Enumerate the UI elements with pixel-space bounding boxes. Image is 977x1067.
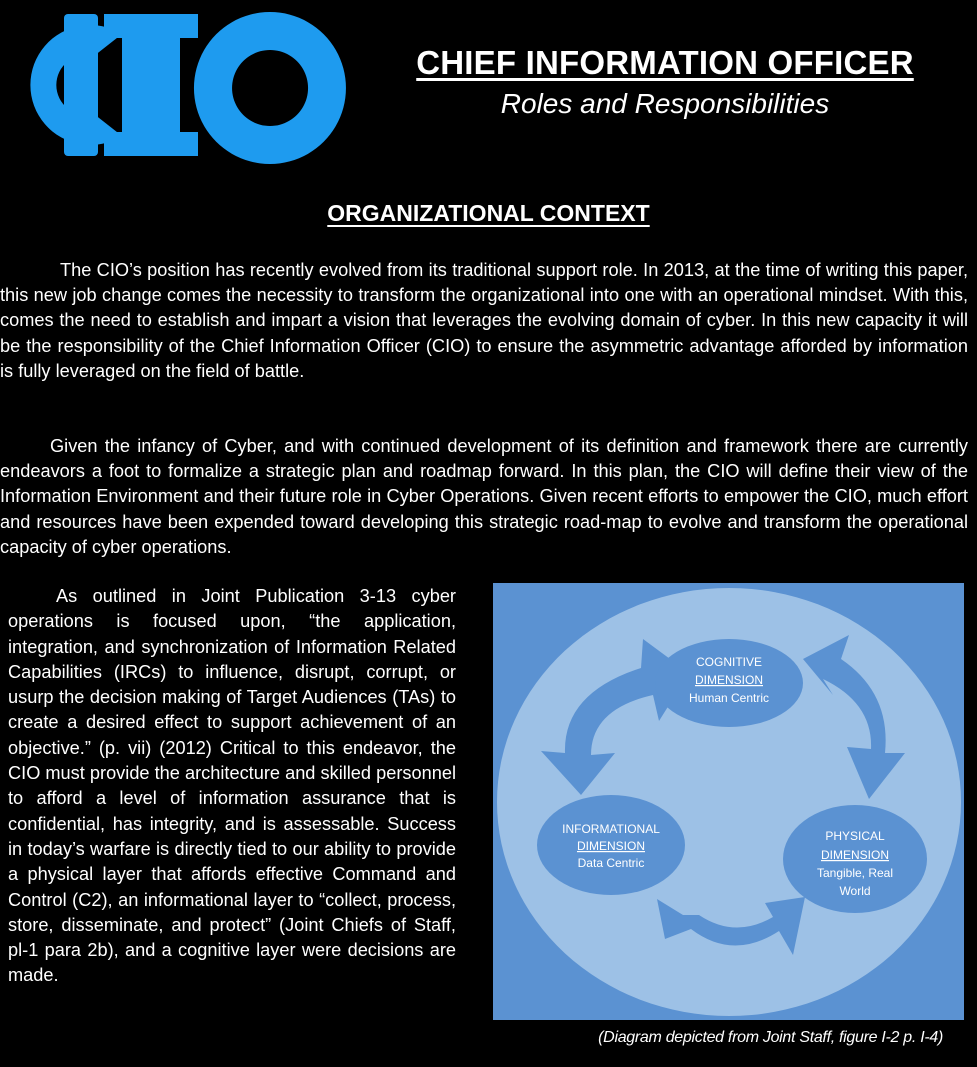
logo-letter-c-stem xyxy=(64,14,98,156)
cognitive-description: Human Centric xyxy=(688,691,770,705)
dimensions-diagram xyxy=(493,583,964,1020)
logo-letter-o xyxy=(194,12,346,164)
informational-label: INFORMATIONAL xyxy=(562,822,660,836)
page-title: CHIEF INFORMATION OFFICER xyxy=(416,44,914,81)
cio-logo xyxy=(2,6,348,164)
informational-description: Data Centric xyxy=(577,856,645,870)
cognitive-label: COGNITIVE xyxy=(695,655,763,669)
diagram-caption: (Diagram depicted from Joint Staff, figure I-2 p. I-4) xyxy=(598,1029,943,1046)
cognitive-dimension-label: DIMENSION xyxy=(694,673,764,687)
section-heading: ORGANIZATIONAL CONTEXT xyxy=(327,200,650,226)
physical-label: PHYSICAL xyxy=(825,829,885,843)
paragraph-joint-publication: As outlined in Joint Publication 3-13 cyber operations is focused upon, “the application, integration, and synchronization of Information Related Capabilities (IRCs) to influence, disrupt, corrupt, or usurp the decision making of Target Audiences (TAs) to create a desired effect to support achievement of an objective.” (p. vii) (2012) Critical to this endeavor, the CIO must provide the architecture and skilled personnel to afford a level of information assurance that is confidential, has integrity, and is assessable. Success in today’s warfare is directly tied to our ability to provide a physical layer that affords effective Command and Control (C2), an informational layer to “collect, process, store, disseminate, and protect” (Joint Chiefs of Staff, pl-1 para 2b), and a cognitive layer were decisions are made. xyxy=(8,586,456,986)
paragraph-strategy: Given the infancy of Cyber, and with continued development of its definition and framework there are currently endeavors a foot to formalize a strategic plan and roadmap forward. In this plan, the CIO will define their view of the Information Environment and their future role in Cyber Operations. Given recent efforts to empower the CIO, much effort and resources have been expended toward developing this strategic road-map to evolve and transform the operational capacity of cyber operations. xyxy=(0,436,968,557)
paragraph-intro: The CIO’s position has recently evolved from its traditional support role. In 2013, at the time of writing this paper, this new job change comes the necessity to transform the organizational into one with an operational mindset. With this, comes the need to establish and impart a vision that leverages the evolving domain of cyber. In this new capacity it will be the responsibility of the Chief Information Officer (CIO) to ensure the asymmetric advantage afforded by information is fully leveraged on the field of battle. xyxy=(0,260,968,381)
physical-dimension-label: DIMENSION xyxy=(820,848,890,862)
physical-description-2: World xyxy=(839,884,871,898)
informational-dimension-label: DIMENSION xyxy=(576,839,646,853)
page-subtitle: Roles and Responsibilities xyxy=(500,88,830,119)
physical-description: Tangible, Real xyxy=(816,866,894,880)
